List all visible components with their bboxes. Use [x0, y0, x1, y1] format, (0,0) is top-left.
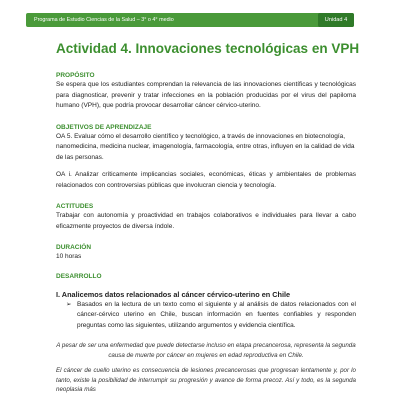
document-content	[56, 40, 360, 395]
desarrollo-heading: DESARROLLO	[56, 272, 102, 280]
oai-text: OA i. Analizar críticamente implicancias sociales, económicas, éticas y ambientales de problemas relacionados con controversias públicas que involucran ciencia y tecnología.	[56, 171, 356, 189]
arrow-bullet-icon: ➢	[66, 300, 72, 308]
duracion-heading: DURACIÓN	[56, 244, 92, 251]
header-bar	[26, 13, 354, 27]
section-subheading: I. Analicemos datos relacionados al cáncer cérvico-uterino en Chile	[56, 289, 291, 299]
proposito-heading: PROPÓSITO	[56, 72, 95, 79]
objetivos-heading: OBJETIVOS DE APRENDIZAJE	[56, 123, 152, 131]
quote-text: A pesar de ser una enfermedad que puede detectarse incluso en etapa precancerosa, representa la segunda causa de muerte por cáncer en mujeres en edad reproductiva en Chile.	[56, 342, 356, 359]
actitudes-heading: ACTITUDES	[56, 203, 94, 210]
actitudes-text: Trabajar con autonomía y proactividad en trabajos colaborativos e individuales para llevar a cabo eficazmente proyectos de diversa índole.	[56, 212, 356, 230]
list-item	[66, 300, 356, 332]
unit-badge: Unidad 4	[318, 13, 354, 27]
program-title: Programa de Estudio Ciencias de la Salud – 3° o 4° medio	[34, 17, 174, 23]
italic-paragraph: El cáncer de cuello uterino es consecuencia de lesiones precancerosas que progresan lentamente y, por lo tanto, existe la posibilidad de interrumpir su progresión y avance de forma precoz. Así y todo, es la segunda neoplasia más	[56, 367, 356, 393]
proposito-text: Se espera que los estudiantes comprendan la relevancia de las innovaciones científicas y tecnológicas para diagnosticar, prevenir y tratar infecciones en la población producidas por el virus del papiloma humano (VPH), que podría provocar desarrollar cáncer cérvico-uterino.	[56, 81, 356, 109]
duracion-text: 10 horas	[56, 253, 82, 260]
oa5-text: OA 5. Evaluar cómo el desarrollo científico y tecnológico, a través de innovaciones en biotecnología, nanomedicina, medicina nuclear, imagenología, farmacología, entre otras, influyen en la calidad de vida de las personas.	[56, 132, 355, 161]
bullet-text: Basados en la lectura de un texto como el siguiente y al análisis de datos relacionados con el cáncer-cérvico uterino en Chile, buscan información en fuentes confiables y responden preguntas como las siguientes, utilizando argumentos y evidencia científica.	[77, 300, 356, 329]
activity-title: Actividad 4. Innovaciones tecnológicas en VPH	[56, 41, 360, 56]
